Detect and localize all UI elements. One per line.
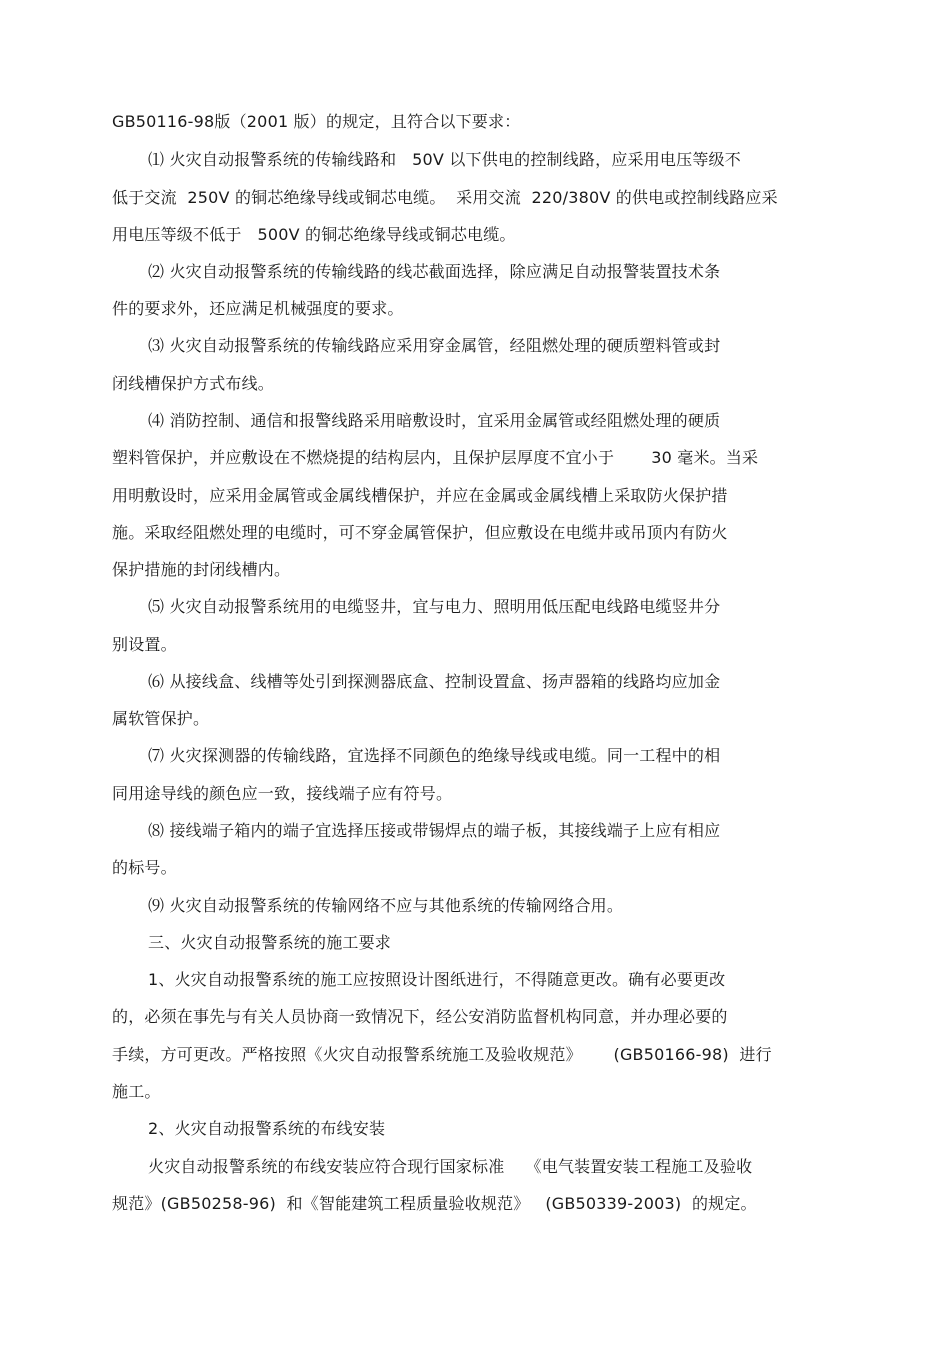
text-line: 低于交流 250V 的铜芯绝缘导线或铜芯电缆。 采用交流 220/380V 的供电或控制线路应采 — [112, 188, 778, 207]
text-line: 属软管保护。 — [112, 709, 210, 728]
text-line: ⑹ 从接线盒、线槽等处引到探测器底盒、控制设置盒、扬声器箱的线路均应加金 — [148, 672, 721, 691]
text-line: GB50116-98版（2001 版）的规定，且符合以下要求： — [112, 112, 521, 131]
text-line: ⑸ 火灾自动报警系统用的电缆竖井，宜与电力、照明用低压配电线路电缆竖井分 — [148, 597, 721, 616]
text-line: 用明敷设时，应采用金属管或金属线槽保护，并应在金属或金属线槽上采取防火保护措 — [112, 486, 728, 505]
text-line: 塑料管保护，并应敷设在不燃烧提的结构层内，且保护层厚度不宜小于 30 毫米。当采 — [112, 448, 759, 467]
text-line: 用电压等级不低于 500V 的铜芯绝缘导线或铜芯电缆。 — [112, 225, 516, 244]
text-line: ⑷ 消防控制、通信和报警线路采用暗敷设时，宜采用金属管或经阻燃处理的硬质 — [148, 411, 721, 430]
subsection-heading: 2、火灾自动报警系统的布线安装 — [148, 1119, 386, 1138]
text-line: 闭线槽保护方式布线。 — [112, 374, 275, 393]
text-line: 的，必须在事先与有关人员协商一致情况下，经公安消防监督机构同意，并办理必要的 — [112, 1007, 728, 1026]
text-line: 手续，方可更改。严格按照《火灾自动报警系统施工及验收规范》 (GB50166-98) 进行 — [112, 1045, 772, 1064]
text-line: 规范》(GB50258-96) 和《智能建筑工程质量验收规范》 (GB50339-2003) 的规定。 — [112, 1194, 757, 1213]
text-line: 保护措施的封闭线槽内。 — [112, 560, 291, 579]
text-line: 别设置。 — [112, 635, 177, 654]
text-line: ⑶ 火灾自动报警系统的传输线路应采用穿金属管，经阻燃处理的硬质塑料管或封 — [148, 336, 721, 355]
text-line: 的标号。 — [112, 858, 177, 877]
text-line: 件的要求外，还应满足机械强度的要求。 — [112, 299, 404, 318]
section-heading: 三、火灾自动报警系统的施工要求 — [148, 933, 392, 952]
text-line: 火灾自动报警系统的布线安装应符合现行国家标准 《电气装置安装工程施工及验收 — [148, 1157, 753, 1176]
text-line: 施。采取经阻燃处理的电缆时，可不穿金属管保护，但应敷设在电缆井或吊顶内有防火 — [112, 523, 728, 542]
text-line: 施工。 — [112, 1082, 161, 1101]
text-line: ⑻ 接线端子箱内的端子宜选择压接或带锡焊点的端子板，其接线端子上应有相应 — [148, 821, 721, 840]
text-line: 1、火灾自动报警系统的施工应按照设计图纸进行，不得随意更改。确有必要更改 — [148, 970, 726, 989]
text-line: ⑵ 火灾自动报警系统的传输线路的线芯截面选择，除应满足自动报警装置技术条 — [148, 262, 721, 281]
text-line: ⑼ 火灾自动报警系统的传输网络不应与其他系统的传输网络合用。 — [148, 896, 624, 915]
text-line: 同用途导线的颜色应一致，接线端子应有符号。 — [112, 784, 453, 803]
text-line: ⑺ 火灾探测器的传输线路，宜选择不同颜色的绝缘导线或电缆。同一工程中的相 — [148, 746, 721, 765]
text-line: ⑴ 火灾自动报警系统的传输线路和 50V 以下供电的控制线路，应采用电压等级不 — [148, 150, 741, 169]
